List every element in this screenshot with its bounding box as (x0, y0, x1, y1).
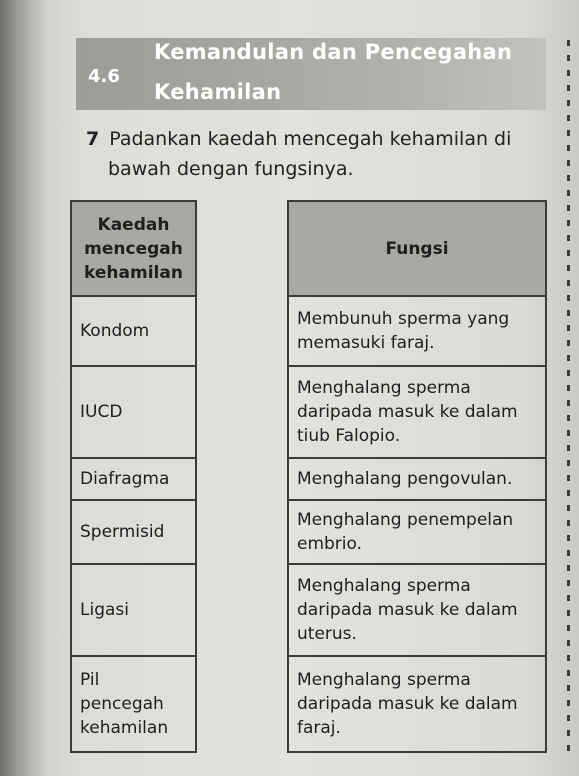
section-banner (76, 38, 546, 110)
function-cell: Menghalang pengovulan. (288, 458, 546, 500)
function-cell: Menghalang sperma daripada masuk ke dalam uterus. (288, 564, 546, 656)
function-table-header: Fungsi (288, 201, 546, 296)
section-title-line2: Kehamilan (154, 80, 282, 104)
function-table (287, 200, 547, 753)
binding-edge-marks (567, 40, 570, 760)
section-number: 4.6 (88, 66, 120, 87)
question-number: 7 (86, 128, 100, 150)
function-cell: Membunuh sperma yang memasuki faraj. (288, 296, 546, 366)
method-cell: Diafragma (71, 458, 196, 500)
function-cell: Menghalang penempelan embrio. (288, 500, 546, 564)
question-text-line1: Padankan kaedah mencegah kehamilan di (109, 128, 512, 150)
method-table (70, 200, 197, 753)
function-cell: Menghalang sperma daripada masuk ke dalam tiub Falopio. (288, 366, 546, 458)
method-cell: Kondom (71, 296, 196, 366)
section-title-line1: Kemandulan dan Pencegahan (154, 40, 513, 64)
function-cell: Menghalang sperma daripada masuk ke dalam faraj. (288, 656, 546, 752)
method-cell: IUCD (71, 366, 196, 458)
question-text-line2: bawah dengan fungsinya. (108, 158, 354, 180)
question (86, 124, 556, 184)
method-cell: Pil pencegah kehamilan (71, 656, 196, 752)
method-cell: Spermisid (71, 500, 196, 564)
method-table-header: Kaedah mencegah kehamilan (71, 201, 196, 296)
method-cell: Ligasi (71, 564, 196, 656)
